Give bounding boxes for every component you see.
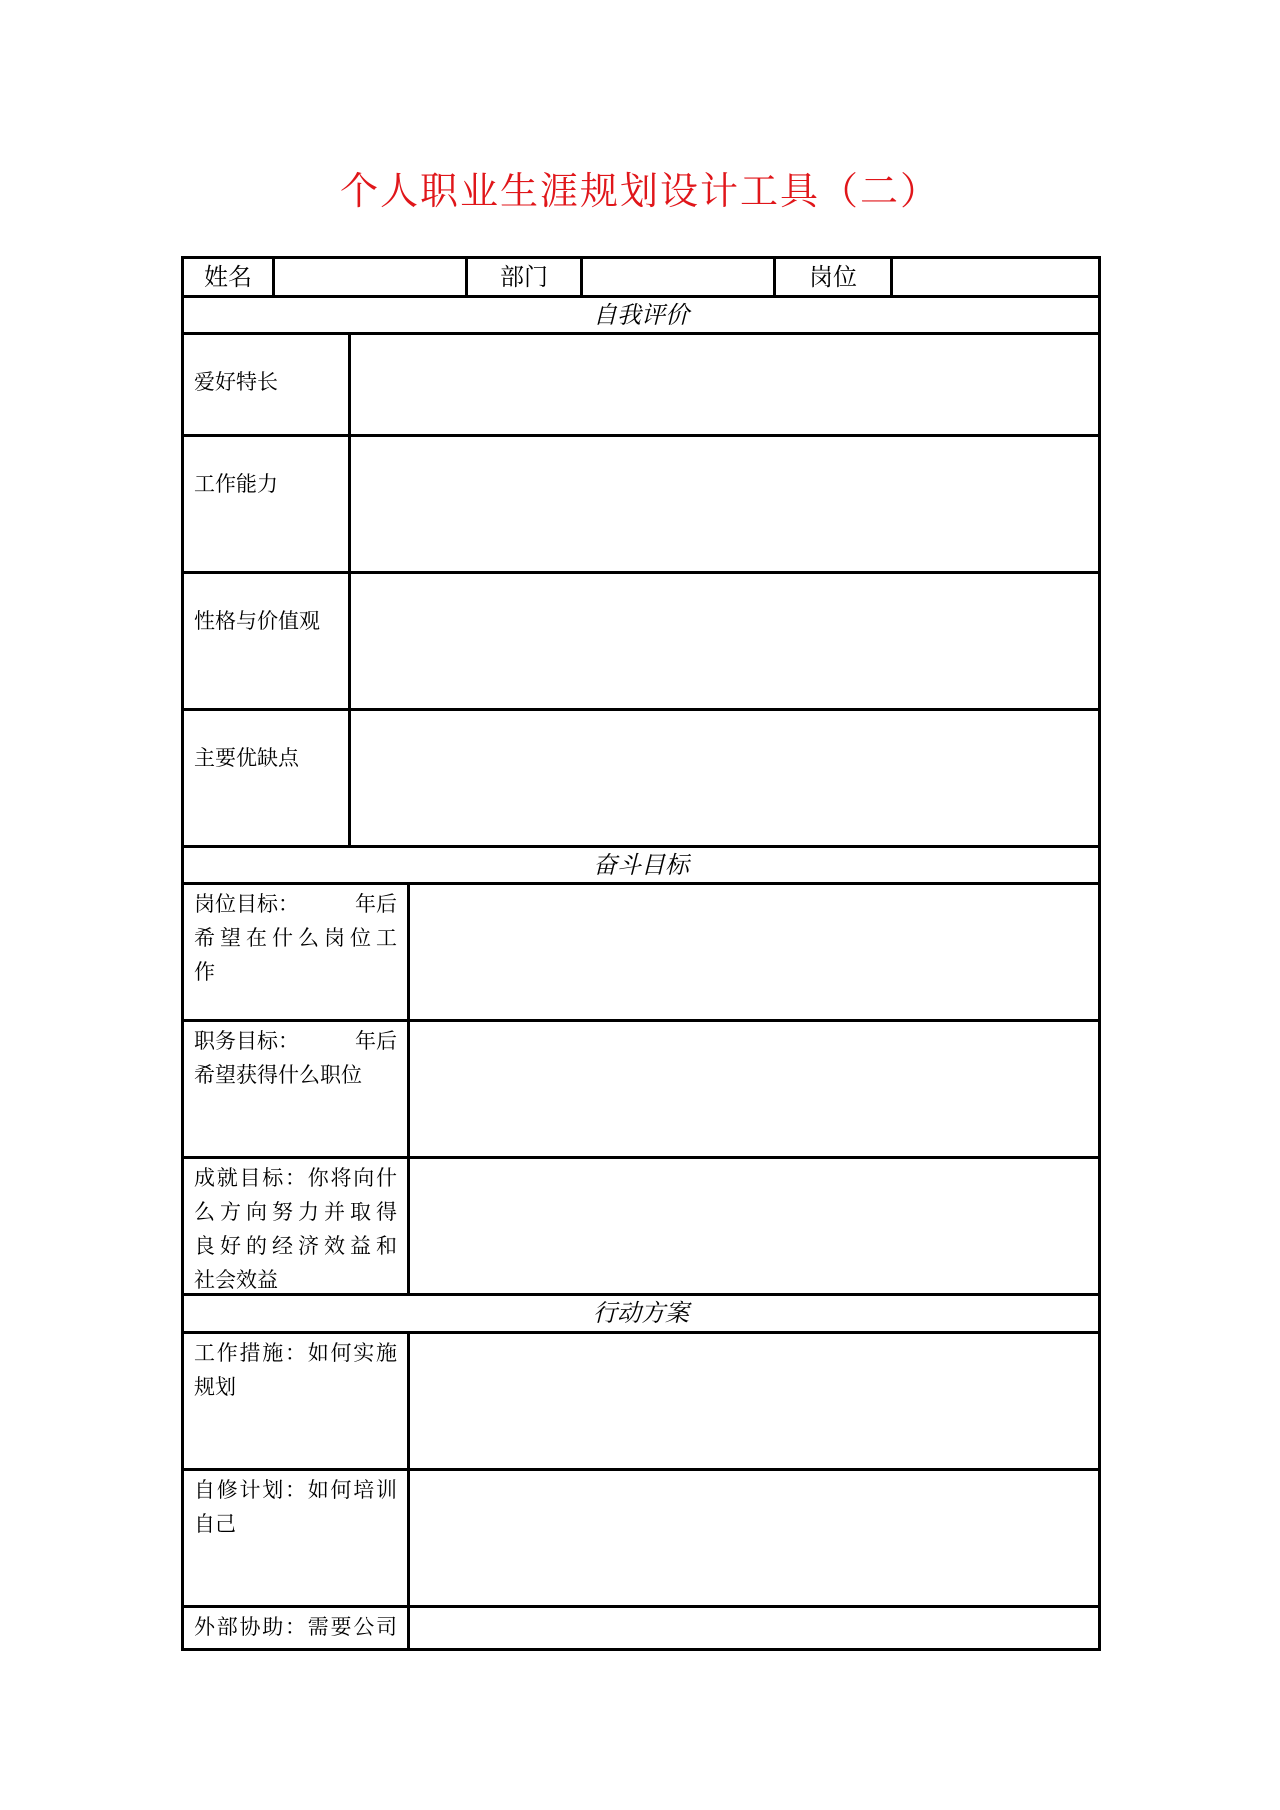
duty-goal-label <box>184 1022 407 1156</box>
personality-values-label: 性格与价值观 <box>194 609 320 633</box>
achievement-goal-label <box>184 1159 407 1293</box>
career-plan-form <box>181 256 1101 1651</box>
action-plan-heading: 行动方案 <box>593 1299 689 1327</box>
external-assistance-label <box>184 1608 407 1651</box>
duty-goal-label-a: 职务目标： <box>194 1029 299 1053</box>
hobbies-label: 爱好特长 <box>194 370 278 394</box>
external-assistance-label-line1: 外部协助：需要公司 <box>194 1615 397 1639</box>
work-ability-field[interactable] <box>351 437 1098 571</box>
goals-heading: 奋斗目标 <box>593 851 689 879</box>
department-field[interactable] <box>583 259 773 295</box>
work-measures-field[interactable] <box>410 1334 1098 1468</box>
achievement-goal-label-line3: 良好的经济效益和 <box>194 1234 397 1258</box>
self-study-field[interactable] <box>410 1471 1098 1605</box>
post-goal-label-line3: 作 <box>194 960 215 984</box>
achievement-goal-field[interactable] <box>410 1159 1098 1293</box>
work-measures-label <box>184 1334 407 1468</box>
duty-goal-label-line2: 希望获得什么职位 <box>194 1063 362 1087</box>
duty-goal-field[interactable] <box>410 1022 1098 1156</box>
position-field[interactable] <box>893 259 1098 295</box>
work-measures-label-line2: 规划 <box>194 1375 236 1399</box>
personality-values-field[interactable] <box>351 574 1098 708</box>
external-assistance-field[interactable] <box>410 1608 1098 1651</box>
page-title: 个人职业生涯规划设计工具（二） <box>339 169 940 213</box>
achievement-goal-label-line1: 成就目标：你将向什 <box>194 1166 397 1190</box>
post-goal-label <box>184 885 407 1019</box>
hobbies-field[interactable] <box>351 335 1098 434</box>
position-label: 岗位 <box>809 263 857 291</box>
department-label: 部门 <box>500 263 548 291</box>
strengths-weaknesses-label: 主要优缺点 <box>194 746 299 770</box>
self-study-label <box>184 1471 407 1605</box>
name-field[interactable] <box>275 259 465 295</box>
duty-goal-label-b: 年后 <box>355 1029 397 1053</box>
post-goal-label-b: 年后 <box>355 892 397 916</box>
post-goal-label-a: 岗位目标： <box>194 892 299 916</box>
achievement-goal-label-line4: 社会效益 <box>194 1268 278 1292</box>
self-study-label-line1: 自修计划：如何培训 <box>194 1478 397 1502</box>
achievement-goal-label-line2: 么方向努力并取得 <box>194 1200 397 1224</box>
work-ability-label: 工作能力 <box>194 472 278 496</box>
post-goal-field[interactable] <box>410 885 1098 1019</box>
self-study-label-line2: 自己 <box>194 1512 236 1536</box>
work-measures-label-line1: 工作措施：如何实施 <box>194 1341 397 1365</box>
strengths-weaknesses-field[interactable] <box>351 711 1098 845</box>
self-evaluation-heading: 自我评价 <box>593 301 689 329</box>
name-label: 姓名 <box>204 263 252 291</box>
post-goal-label-line2: 希望在什么岗位工 <box>194 926 397 950</box>
